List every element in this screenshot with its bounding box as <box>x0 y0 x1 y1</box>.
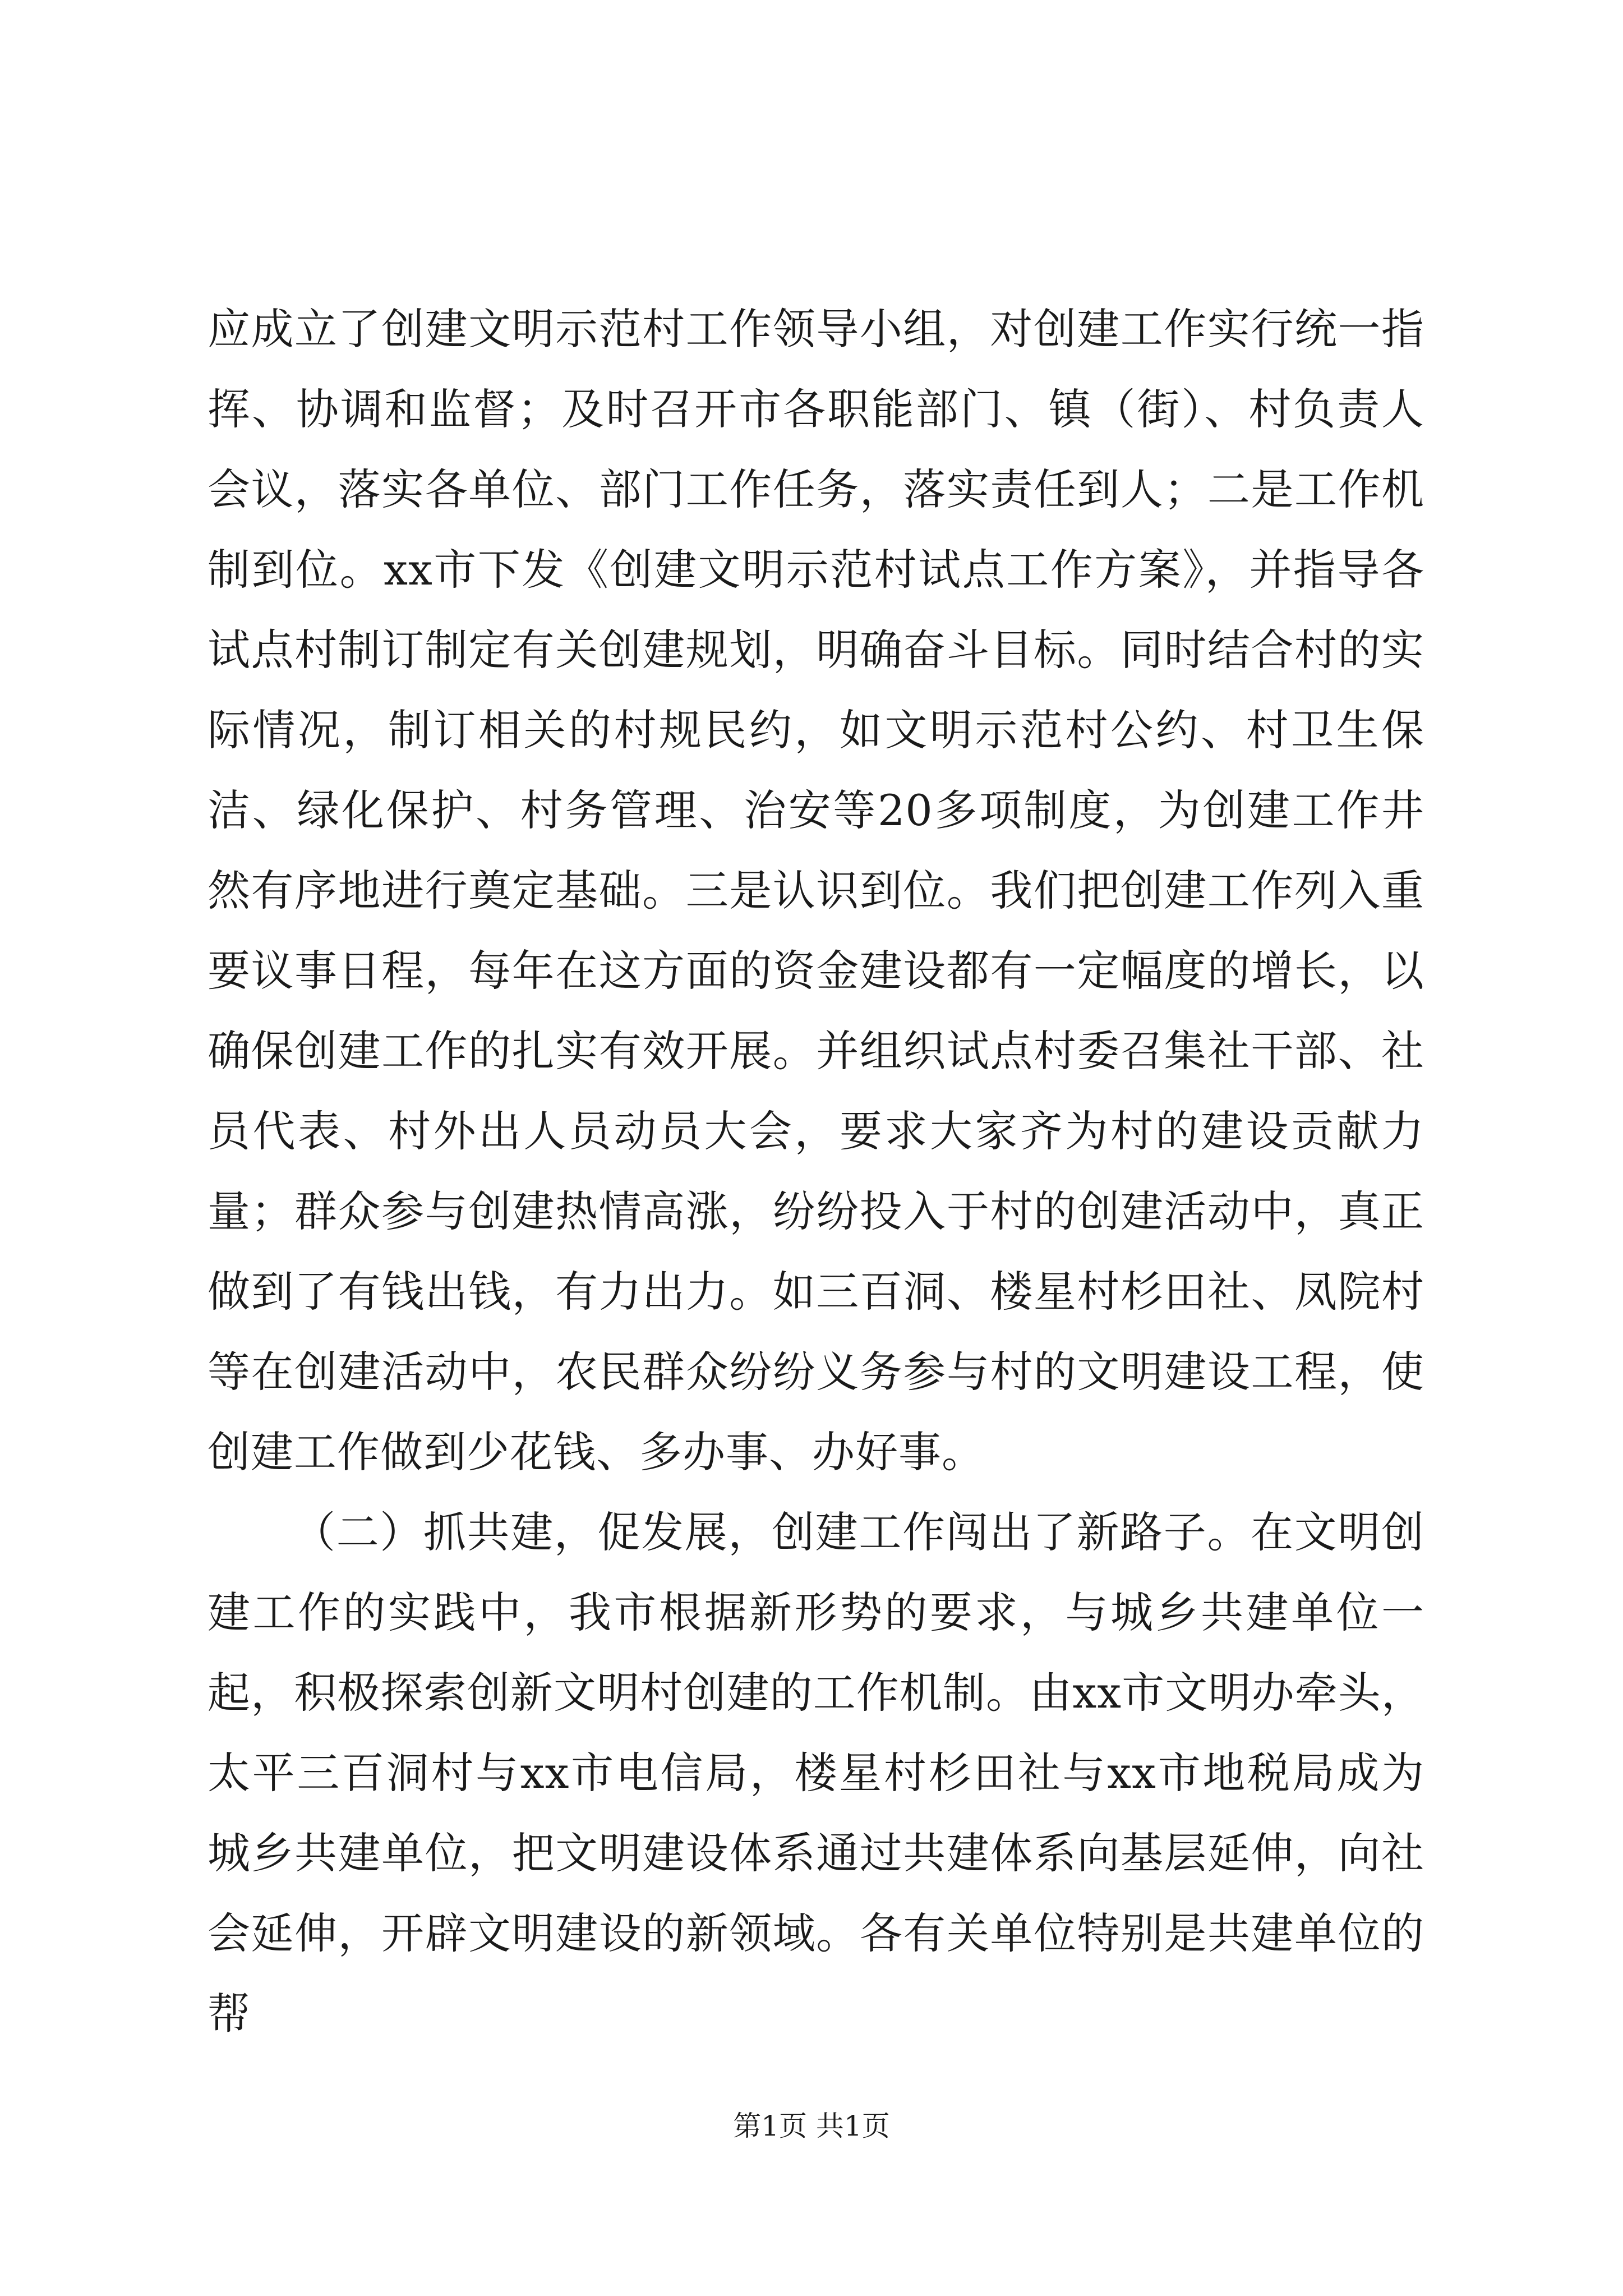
page-footer: 第1页 共1页 <box>733 2110 890 2142</box>
paragraph-1: 应成立了创建文明示范村工作领导小组，对创建工作实行统一指挥、协调和监督；及时召开市各职能部门、镇（街）、村负责人会议，落实各单位、部门工作任务，落实责任到人；二是工作机制到位。xx市下发《创建文明示范村试点工作方案》，并指导各试点村制订制定有关创建规划，明确奋斗目标。同时结合村的实际情况，制订相关的村规民约，如文明示范村公约、村卫生保洁、绿化保护、村务管理、治安等20多项制度，为创建工作井然有序地进行奠定基础。三是认识到位。我们把创建工作列入重要议事日程，每年在这方面的资金建设都有一定幅度的增长，以确保创建工作的扎实有效开展。并组织试点村委召集社干部、社员代表、村外出人员动员大会，要求大家齐为村的建设贡献力量；群众参与创建热情高涨，纷纷投入于村的创建活动中，真正做到了有钱出钱，有力出力。如三百洞、楼星村杉田社、凤院村等在创建活动中，农民群众纷纷义务参与村的文明建设工程，使创建工作做到少花钱、多办事、办好事。 <box>208 304 1424 1477</box>
paragraph-2: （二）抓共建，促发展，创建工作闯出了新路子。在文明创建工作的实践中，我市根据新形势的要求，与城乡共建单位一起，积极探索创新文明村创建的工作机制。由xx市文明办牵头，太平三百洞村与xx市电信局，楼星村杉田社与xx市地税局成为城乡共建单位，把文明建设体系通过共建体系向基层延伸，向社会延伸，开辟文明建设的新领域。各有关单位特别是共建单位的帮 <box>208 1507 1424 2039</box>
document-body <box>208 289 1424 2054</box>
